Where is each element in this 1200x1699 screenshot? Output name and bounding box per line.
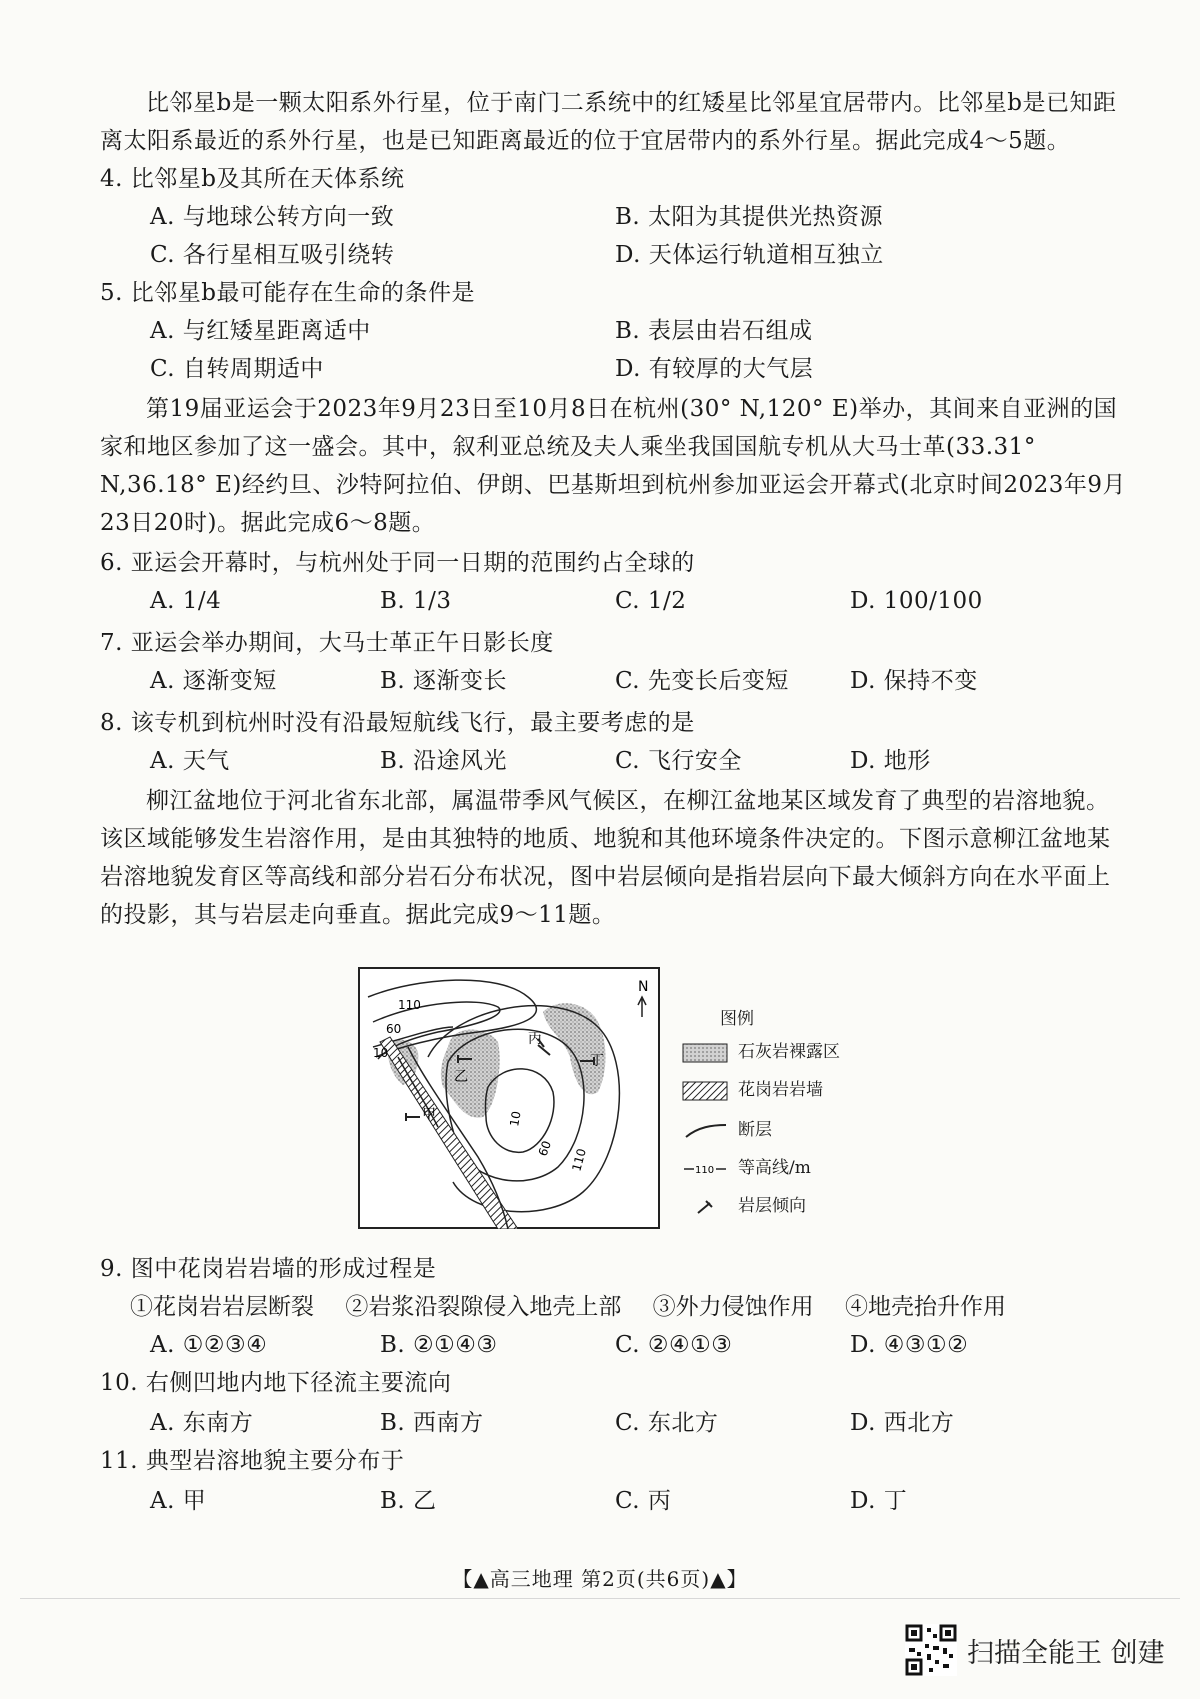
- q7-option-b[interactable]: B. 逐渐变长: [380, 668, 508, 694]
- q7-option-c[interactable]: C. 先变长后变短: [615, 668, 789, 694]
- svg-text:110: 110: [695, 1164, 715, 1176]
- legend-fault: 断层: [682, 1116, 772, 1144]
- legend-title: 图例: [720, 1009, 754, 1029]
- qr-code-icon: [905, 1624, 957, 1676]
- question-6: 6. 亚运会开幕时，与杭州处于同一日期的范围约占全球的: [100, 550, 695, 576]
- granite-swatch-icon: [682, 1081, 728, 1101]
- contour-label-10: 10: [373, 1046, 389, 1060]
- passage-proxima: 比邻星b是一颗太阳系外行星，位于南门二系统中的红矮星比邻星宜居带内。比邻星b是已知距离太阳系最近的系外行星，也是已知距离最近的位于宜居带内的系外行星。据此完成4～5题。: [100, 90, 1117, 154]
- site-label-bing: 丙: [528, 1031, 542, 1047]
- question-11: 11. 典型岩溶地貌主要分布于: [100, 1448, 405, 1474]
- question-7: 7. 亚运会举办期间，大马士革正午日影长度: [100, 630, 554, 656]
- passage-karst: 柳江盆地位于河北省东北部，属温带季风气候区，在柳江盆地某区域发育了典型的岩溶地貌。该区域能够发生岩溶作用，是由其独特的地质、地貌和其他环境条件决定的。下图示意柳江盆地某岩溶地貌发育区等高线和部分岩石分布状况，图中岩层倾向是指岩层向下最大倾斜方向在水平面上的投影，其与岩层走向垂直。据此完成9～11题。: [100, 788, 1111, 928]
- q6-option-b[interactable]: B. 1/3: [380, 588, 452, 614]
- passage-asian-games: 第19届亚运会于2023年9月23日至10月8日在杭州(30° N,120° E)举办，其间来自亚洲的国家和地区参加了这一盛会。其中，叙利亚总统及夫人乘坐我国国航专机从大马士革(33.31° N,36.18° E)经约旦、沙特阿拉伯、伊朗、巴基斯坦到杭州参加亚运会开幕式(北京时间2023年9月23日20时)。据此完成6～8题。: [100, 396, 1127, 536]
- watermark-text: 扫描全能王 创建: [967, 1637, 1165, 1669]
- q10-option-d[interactable]: D. 西北方: [850, 1410, 955, 1436]
- q9-option-b[interactable]: B. ②①④③: [380, 1332, 498, 1358]
- q9-step-3: ③外力侵蚀作用: [652, 1294, 814, 1320]
- q8-option-b[interactable]: B. 沿途风光: [380, 748, 508, 774]
- question-9: 9. 图中花岗岩岩墙的形成过程是: [100, 1256, 437, 1282]
- contour-label-110: 110: [398, 998, 421, 1012]
- q5-option-d[interactable]: D. 有较厚的大气层: [615, 356, 814, 382]
- q4-option-b[interactable]: B. 太阳为其提供光热资源: [615, 204, 884, 230]
- q5-option-a[interactable]: A. 与红矮星距离适中: [150, 318, 371, 344]
- q8-option-a[interactable]: A. 天气: [150, 748, 230, 774]
- scanner-watermark: [905, 1622, 1165, 1678]
- q9-steps: [130, 1288, 1030, 1326]
- q9-step-4: ④地壳抬升作用: [844, 1294, 1006, 1320]
- q11-option-a[interactable]: A. 甲: [150, 1488, 207, 1514]
- q9-option-a[interactable]: A. ①②③④: [150, 1332, 268, 1358]
- q10-option-b[interactable]: B. 西南方: [380, 1410, 484, 1436]
- q5-option-c[interactable]: C. 自转周期适中: [150, 356, 324, 382]
- site-label-jia: 甲: [422, 1107, 436, 1123]
- question-5: 5. 比邻星b最可能存在生命的条件是: [100, 280, 475, 306]
- question-8: 8. 该专机到杭州时没有沿最短航线飞行，最主要考虑的是: [100, 710, 695, 736]
- q4-option-c[interactable]: C. 各行星相互吸引绕转: [150, 242, 395, 268]
- footer-divider: [20, 1598, 1180, 1599]
- q10-option-c[interactable]: C. 东北方: [615, 1410, 719, 1436]
- contour-map: [358, 967, 660, 1229]
- contour-label-60-basin: 60: [535, 1138, 555, 1159]
- q4-option-a[interactable]: A. 与地球公转方向一致: [150, 204, 395, 230]
- q9-step-1: ①花岗岩岩层断裂: [130, 1294, 314, 1320]
- north-label: N: [638, 979, 649, 995]
- q7-option-a[interactable]: A. 逐渐变短: [150, 668, 277, 694]
- limestone-swatch-icon: [682, 1043, 728, 1063]
- legend-granite: 花岗岩岩墙: [682, 1076, 823, 1104]
- q11-option-c[interactable]: C. 丙: [615, 1488, 672, 1514]
- page-footer: 【▲高三地理 第2页(共6页)▲】: [452, 1567, 748, 1591]
- question-10: 10. 右侧凹地内地下径流主要流向: [100, 1370, 452, 1396]
- legend-contour: 110 等高线/m: [682, 1154, 811, 1182]
- contour-label-110-basin: 110: [569, 1147, 589, 1173]
- q9-option-c[interactable]: C. ②④①③: [615, 1332, 733, 1358]
- dip-direction-icon: [682, 1197, 728, 1217]
- q10-option-a[interactable]: A. 东南方: [150, 1410, 254, 1436]
- q5-option-b[interactable]: B. 表层由岩石组成: [615, 318, 813, 344]
- contour-line-icon: [682, 1159, 728, 1179]
- q4-option-d[interactable]: D. 天体运行轨道相互独立: [615, 242, 884, 268]
- q8-option-d[interactable]: D. 地形: [850, 748, 931, 774]
- q9-step-2: ②岩浆沿裂隙侵入地壳上部: [345, 1294, 622, 1320]
- legend-limestone: 石灰岩裸露区: [682, 1038, 840, 1066]
- q6-option-c[interactable]: C. 1/2: [615, 588, 687, 614]
- site-label-ding: 丁: [590, 1053, 604, 1069]
- question-4: 4. 比邻星b及其所在天体系统: [100, 166, 405, 192]
- legend-dip: 岩层倾向: [682, 1192, 806, 1220]
- q6-option-d[interactable]: D. 100/100: [850, 588, 983, 614]
- q9-option-d[interactable]: D. ④③①②: [850, 1332, 969, 1358]
- q11-option-b[interactable]: B. 乙: [380, 1488, 437, 1514]
- q6-option-a[interactable]: A. 1/4: [150, 588, 222, 614]
- site-label-yi: 乙: [454, 1069, 468, 1085]
- fault-line-icon: [682, 1121, 728, 1141]
- contour-label-60: 60: [386, 1022, 402, 1036]
- q8-option-c[interactable]: C. 飞行安全: [615, 748, 742, 774]
- q11-option-d[interactable]: D. 丁: [850, 1488, 908, 1514]
- q7-option-d[interactable]: D. 保持不变: [850, 668, 978, 694]
- contour-label-10-basin: 10: [507, 1110, 524, 1128]
